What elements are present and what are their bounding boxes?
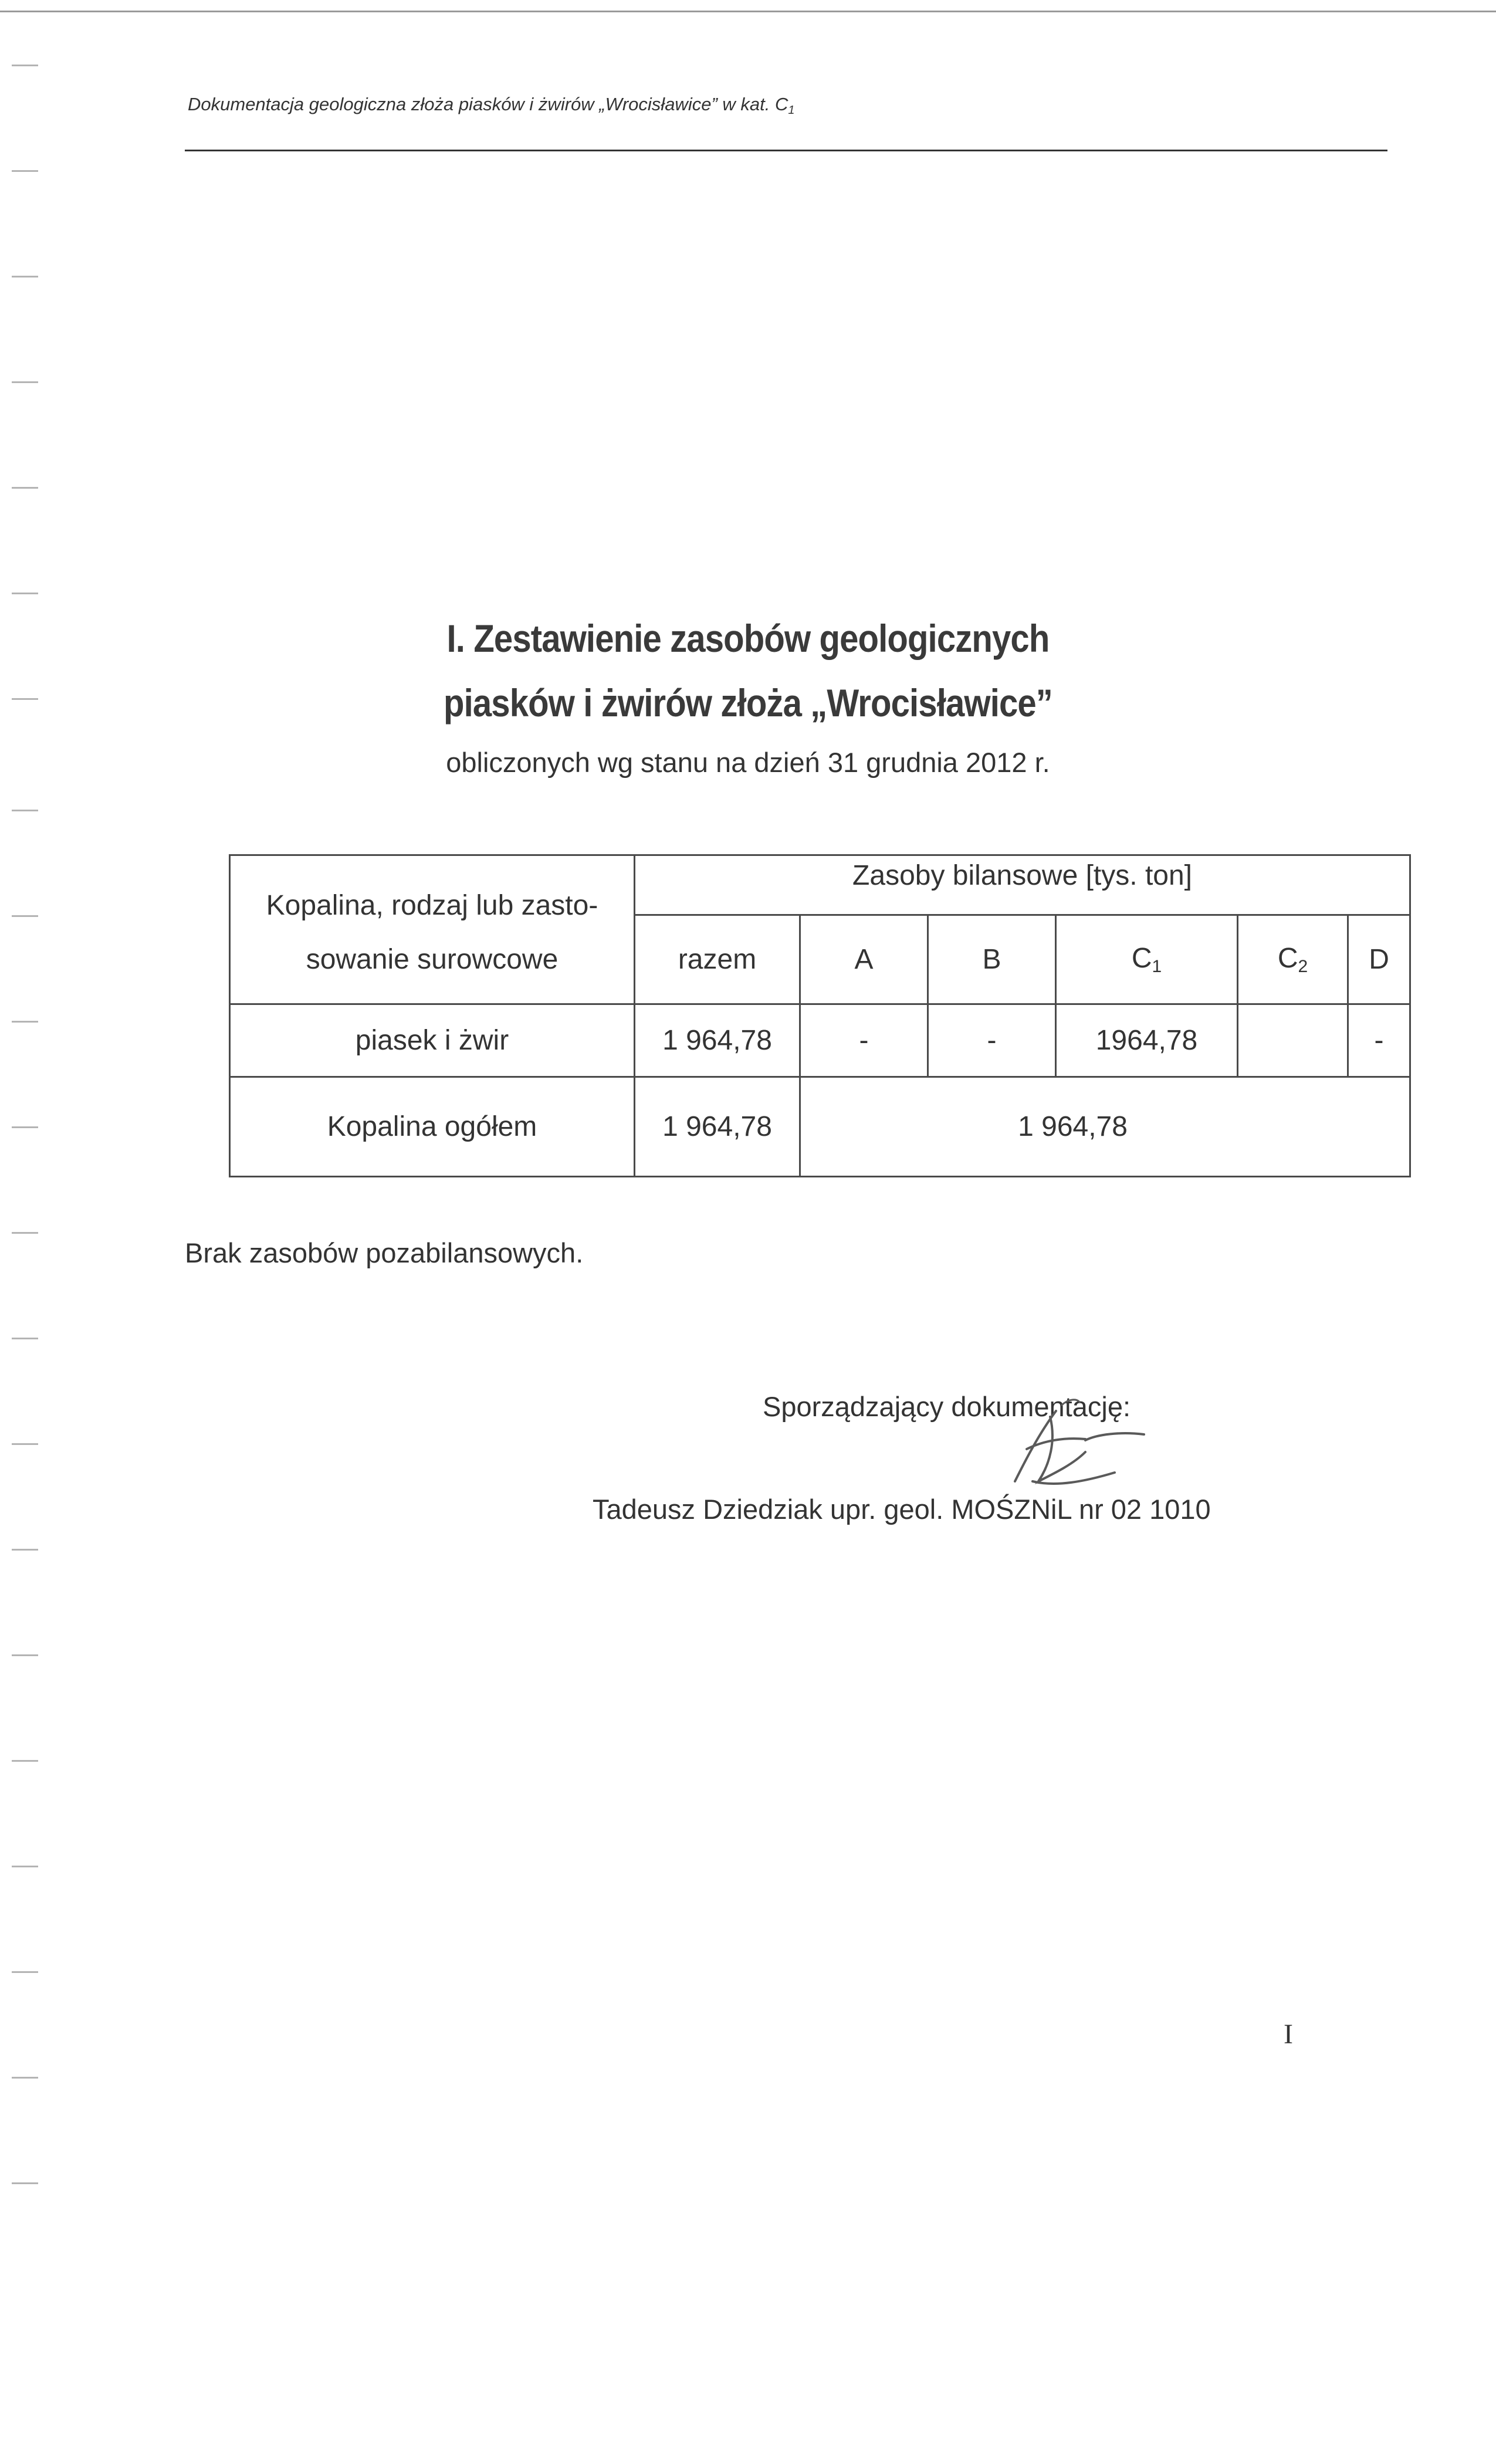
page-number: I — [1284, 2019, 1293, 2050]
page-title-line-2: piasków i żwirów złoża „Wrocisławice” — [444, 681, 1052, 725]
page-title-line-1: I. Zestawienie zasobów geologicznych — [446, 617, 1050, 660]
mineral-header-line-1: Kopalina, rodzaj lub zasto- — [266, 889, 598, 921]
col-header-d: D — [1348, 915, 1410, 1004]
author-line: Tadeusz Dziedziak upr. geol. MOŚZNiL nr 02 1010 — [593, 1494, 1211, 1525]
running-header — [188, 94, 1302, 117]
row-a-value: - — [800, 1004, 928, 1077]
off-balance-note: Brak zasobów pozabilansowych. — [185, 1237, 584, 1268]
total-categories-value: 1 964,78 — [800, 1077, 1410, 1177]
row-c2-value — [1238, 1004, 1348, 1077]
balance-reserves-header: Zasoby bilansowe [tys. ton] — [635, 855, 1410, 915]
col-header-c2-sub: 2 — [1298, 957, 1308, 976]
header-rule — [185, 150, 1387, 151]
scan-top-border — [0, 11, 1496, 12]
row-mineral-name: piasek i żwir — [230, 1004, 635, 1077]
col-header-razem: razem — [635, 915, 800, 1004]
prepared-by-label: Sporządzający dokumentację: — [763, 1391, 1131, 1422]
col-header-c1 — [1056, 915, 1238, 1004]
col-header-c2-letter: C — [1277, 943, 1298, 974]
total-label: Kopalina ogółem — [230, 1077, 635, 1177]
col-header-b: B — [928, 915, 1056, 1004]
running-header-subscript: 1 — [788, 104, 795, 117]
table-row — [230, 1004, 1410, 1077]
page-subtitle: obliczonych wg stanu na dzień 31 grudnia 2012 r. — [446, 747, 1050, 778]
col-header-c1-letter: C — [1131, 943, 1152, 974]
reserves-table — [229, 854, 1411, 1177]
row-c1-value: 1964,78 — [1056, 1004, 1238, 1077]
col-header-c1-sub: 1 — [1152, 957, 1162, 976]
row-d-value: - — [1348, 1004, 1410, 1077]
total-row — [230, 1077, 1410, 1177]
mineral-column-header — [230, 855, 635, 1004]
col-header-a: A — [800, 915, 928, 1004]
row-razem-value: 1 964,78 — [635, 1004, 800, 1077]
running-header-text: Dokumentacja geologiczna złoża piasków i żwirów „Wrocisławice” w kat. C — [188, 94, 788, 114]
row-b-value: - — [928, 1004, 1056, 1077]
mineral-header-line-2: sowanie surowcowe — [306, 943, 559, 975]
total-razem-value: 1 964,78 — [635, 1077, 800, 1177]
col-header-c2 — [1238, 915, 1348, 1004]
